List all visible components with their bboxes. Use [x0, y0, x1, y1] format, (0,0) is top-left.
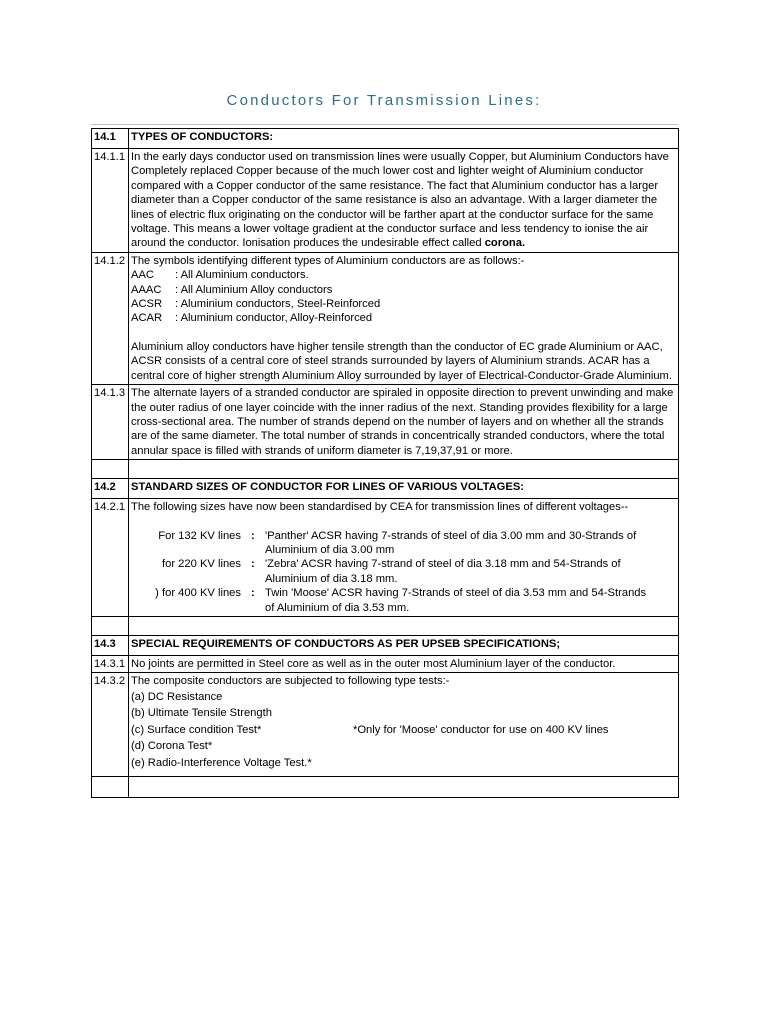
test-name: (b) Ultimate Tensile Strength [131, 707, 272, 720]
conductor-spec-cont: of Aluminium of dia 3.53 mm. [265, 601, 410, 614]
clause-text [129, 252, 679, 384]
symbol-row [131, 311, 677, 325]
blank-row [92, 777, 679, 798]
clause-text [129, 673, 679, 777]
size-row-132kv [131, 529, 677, 558]
section-heading: SPECIAL REQUIREMENTS OF CONDUCTORS AS PER UPSEB SPECIFICATIONS; [129, 635, 679, 655]
conductor-spec: Twin 'Moose' ACSR having 7-Strands of steel of dia 3.53 mm and 54-Strands [265, 587, 647, 600]
clause-number: 14.3.2 [92, 673, 129, 777]
test-name: (d) Corona Test* [131, 740, 213, 753]
clause-14-2-1 [92, 499, 679, 617]
test-item [131, 689, 677, 706]
spacer [131, 326, 677, 340]
colon: : [251, 587, 255, 600]
clause-paragraph: No joints are permitted in Steel core as well as in the outer most Aluminium layer of the conductor. [131, 657, 616, 670]
clause-14-3-1 [92, 655, 679, 672]
clause-14-1-2 [92, 252, 679, 384]
conductor-spec-table [91, 128, 679, 798]
clause-number: 14.1.2 [92, 252, 129, 384]
section-header-14-2 [92, 479, 679, 499]
symbol-code: ACAR [131, 312, 163, 325]
clause-paragraph: The alternate layers of a stranded conductor are spiraled in opposite direction to prevent unwinding and make the outer radius of one layer coincide with the inner radius of the next. Standing provides flexibility for a large cross-sectional area. The number of strands depend on the number of layers and on whether all the strands are of the same diameter. The total number of strands in concentrically stranded conductors, where the total annular space is filled with strands of uniform diameter is 7,19,37,91 or more. [131, 387, 674, 457]
symbol-desc: : All Aluminium conductors. [175, 269, 309, 282]
clause-number: 14.3.1 [92, 655, 129, 672]
test-item [131, 738, 677, 755]
clause-text [129, 655, 679, 672]
blank-row [92, 616, 679, 635]
symbol-desc: : All Aluminium Alloy conductors [175, 283, 333, 296]
clause-paragraph: In the early days conductor used on transmission lines were usually Copper, but Aluminium Conductors have Completely replaced Copper because of the much lower cost and lighter weight of Aluminium conductor compared with a Copper conductor of the same resistance. The fact that Aluminium conductor has a larger diameter than a Copper conductor of the same resistance is also an advantage. With a larger diameter the lines of electric flux originating on the conductor will be farther apart at the conductor surface for the same voltage. This means a lower voltage gradient at the conductor surface and less tendency to ionise the air around the conductor. Ionisation produces the undesirable effect called [131, 151, 669, 250]
symbol-row [131, 297, 677, 311]
clause-intro: The composite conductors are subjected to following type tests:- [131, 675, 450, 688]
test-name: (e) Radio-Interference Voltage Test.* [131, 756, 312, 769]
symbol-code: ACSR [131, 298, 163, 311]
voltage-label: For 132 KV lines [158, 529, 241, 542]
section-header-14-3 [92, 635, 679, 655]
test-item [131, 755, 677, 772]
clause-14-3-2 [92, 673, 679, 777]
conductor-spec: 'Panther' ACSR having 7-strands of steel of dia 3.00 mm and 30-Strands of [265, 529, 637, 542]
symbol-code: AAC [131, 269, 155, 282]
corona-term: corona. [484, 237, 526, 250]
clause-14-1-3 [92, 385, 679, 460]
section-heading: TYPES OF CONDUCTORS: [129, 129, 679, 149]
spacer [131, 515, 677, 529]
clause-14-1-1 [92, 149, 679, 253]
clause-paragraph: Aluminium alloy conductors have higher tensile strength than the conductor of EC grade Aluminium or AAC, ACSR consists of a central core of steel strands surrounded by layers of Aluminium strands. ACAR has a central core of higher strength Aluminium Alloy surrounded by layer of Electrical-Conductor-Grade Aluminium. [131, 340, 672, 382]
test-name: (c) Surface condition Test* [131, 723, 262, 736]
symbol-code: AAAC [131, 283, 162, 296]
blank-row [92, 460, 679, 479]
symbol-desc: : Aluminium conductor, Alloy-Reinforced [175, 312, 373, 325]
size-row-400kv [131, 586, 677, 615]
spacer [131, 771, 677, 775]
title-divider [91, 124, 678, 125]
clause-intro: The symbols identifying different types of Aluminium conductors are as follows:- [131, 254, 525, 267]
section-heading: STANDARD SIZES OF CONDUCTOR FOR LINES OF VARIOUS VOLTAGES: [129, 479, 679, 499]
page-title: Conductors For Transmission Lines: [226, 92, 542, 109]
conductor-spec-cont: Aluminium of dia 3.00 mm [265, 543, 395, 556]
conductor-spec: 'Zebra' ACSR having 7-strand of steel of dia 3.18 mm and 54-Strands of [265, 558, 621, 571]
test-item [131, 705, 677, 722]
clause-number: 14.2.1 [92, 499, 129, 617]
size-row-220kv [131, 557, 677, 586]
colon: : [251, 558, 255, 571]
symbol-list [131, 268, 677, 326]
conductor-spec-cont: Aluminium of dia 3.18 mm. [265, 572, 398, 585]
symbol-row [131, 268, 677, 282]
test-footnote: *Only for 'Moose' conductor for use on 400 KV lines [353, 723, 609, 736]
clause-number: 14.1.3 [92, 385, 129, 460]
colon: : [251, 529, 255, 542]
voltage-label: for 220 KV lines [162, 558, 241, 571]
clause-text [129, 149, 679, 253]
section-number: 14.2 [92, 479, 129, 499]
clause-number: 14.1.1 [92, 149, 129, 253]
clause-intro: The following sizes have now been standardised by CEA for transmission lines of different voltages-- [131, 501, 629, 514]
section-number: 14.3 [92, 635, 129, 655]
symbol-desc: : Aluminium conductors, Steel-Reinforced [175, 298, 381, 311]
symbol-row [131, 283, 677, 297]
section-number: 14.1 [92, 129, 129, 149]
clause-text [129, 385, 679, 460]
voltage-label: ) for 400 KV lines [155, 587, 241, 600]
type-test-list [131, 689, 677, 772]
clause-text [129, 499, 679, 617]
section-header-14-1 [92, 129, 679, 149]
test-name: (a) DC Resistance [131, 690, 223, 703]
test-item [131, 722, 677, 739]
